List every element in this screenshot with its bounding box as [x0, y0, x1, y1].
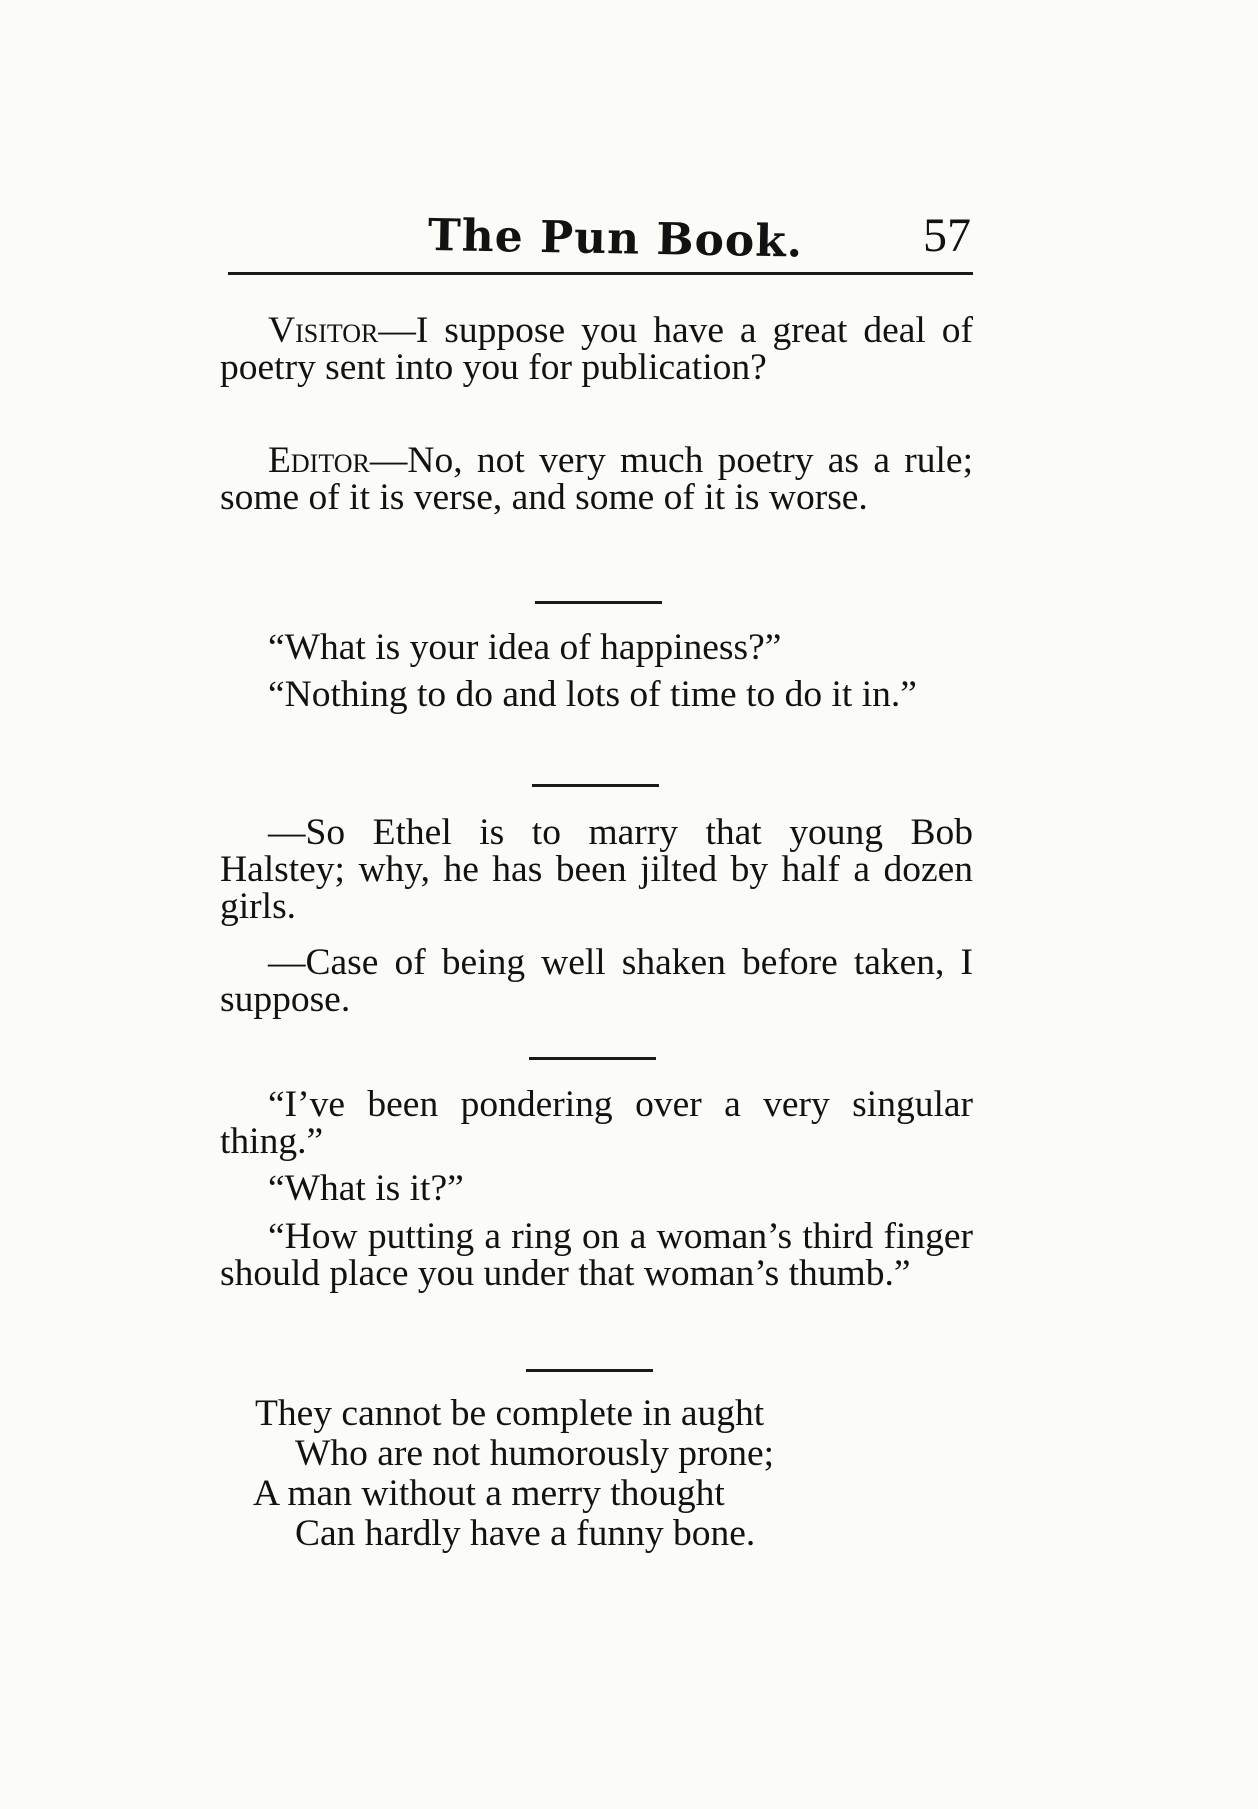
- verse-line: Who are not humorously prone;: [295, 1433, 775, 1474]
- joke-3-statement: —So Ethel is to marry that young Bob Halstey; why, he has been jilted by half a dozen girls.: [220, 812, 973, 927]
- section-divider: [526, 1369, 653, 1372]
- joke-4-question: “What is it?”: [268, 1168, 464, 1209]
- verse-line: Can hardly have a funny bone.: [295, 1513, 756, 1554]
- page-header: [228, 208, 973, 275]
- verse: [255, 1394, 955, 1554]
- running-title: The Pun Book.: [427, 210, 804, 268]
- joke-2-answer: “Nothing to do and lots of time to do it in.”: [268, 674, 917, 715]
- joke-4-statement: “I’ve been pondering over a very singular thing.”: [220, 1084, 973, 1162]
- joke-1-visitor-paragraph: [220, 312, 973, 386]
- section-divider: [529, 1057, 656, 1060]
- page-number: 57: [923, 209, 971, 262]
- verse-line: A man without a merry thought: [253, 1473, 725, 1514]
- editor-line: —No, not very much poetry as a rule; some of it is verse, and some of it is worse.: [220, 440, 973, 518]
- joke-3-reply: —Case of being well shaken before taken, I suppose.: [220, 942, 973, 1020]
- speaker-visitor: Visitor: [268, 310, 379, 351]
- section-divider: [532, 784, 659, 787]
- verse-line: They cannot be complete in aught: [255, 1393, 765, 1434]
- visitor-line: —I suppose you have a great deal of poetry sent into you for publication?: [220, 310, 973, 388]
- speaker-editor: Editor: [268, 440, 370, 481]
- joke-1-editor-paragraph: [220, 442, 973, 516]
- joke-4-answer: “How putting a ring on a woman’s third finger should place you under that woman’s thumb.”: [220, 1216, 973, 1294]
- section-divider: [535, 601, 662, 604]
- joke-2-question: “What is your idea of happiness?”: [268, 627, 782, 668]
